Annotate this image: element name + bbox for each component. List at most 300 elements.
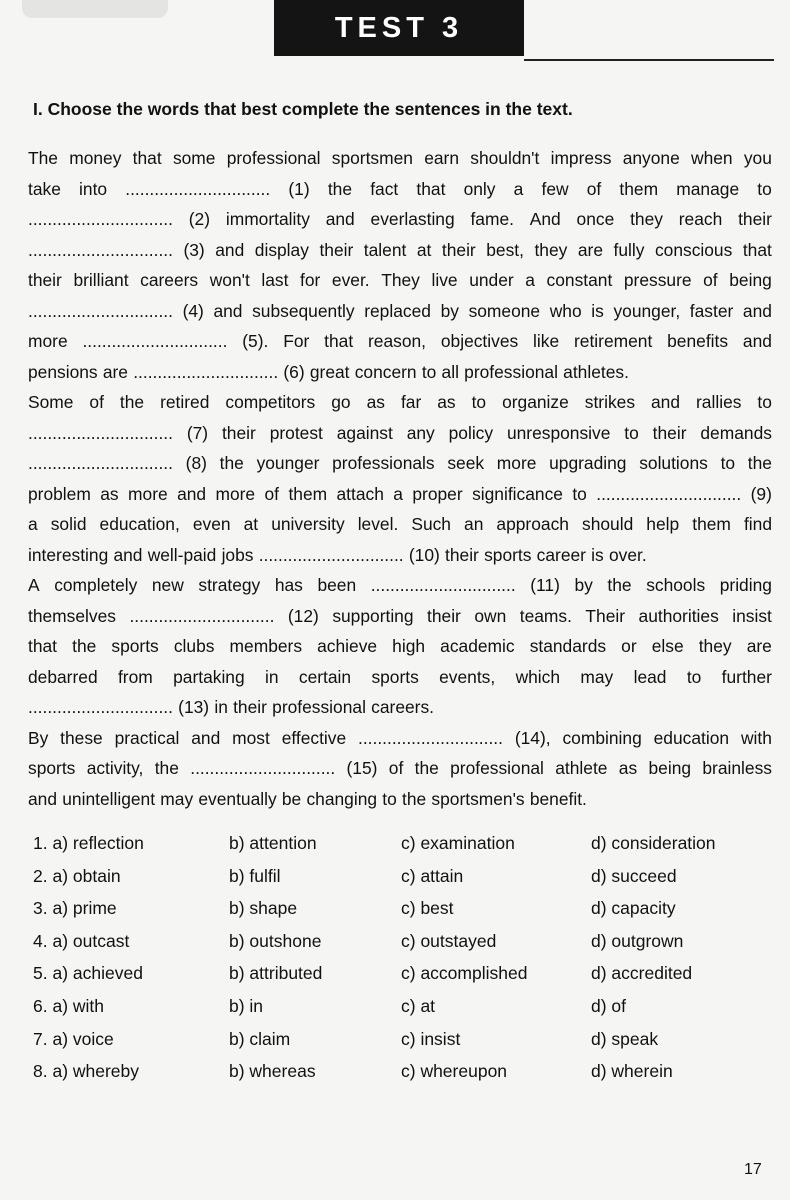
passage-word: benefits [667, 331, 729, 351]
passage-word: reason, [368, 331, 427, 351]
passage-word: be [281, 788, 302, 809]
passage-word: are [102, 361, 128, 382]
choice-option-d: d) outgrown [591, 930, 684, 951]
passage-word: even [192, 514, 231, 534]
choice-row [33, 862, 773, 895]
passage-line [28, 448, 772, 479]
passage-word: as [100, 483, 119, 504]
choice-option-d: d) accredited [591, 963, 693, 984]
corner-tab-decoration [22, 0, 168, 18]
passage-word: education, [99, 514, 180, 534]
passage-word: concern [354, 361, 417, 382]
choice-row [33, 829, 773, 862]
choice-option-a: 3. a) prime [33, 898, 117, 919]
passage-word: .............................. [133, 361, 279, 382]
passage-word: .............................. [28, 697, 173, 717]
passage-word: subsequently [252, 300, 355, 321]
passage-word: of [586, 178, 602, 199]
passage-word: are [577, 239, 603, 260]
passage-word: reach [678, 209, 723, 229]
choice-option-a: 4. a) outcast [33, 930, 130, 951]
passage-word: proper [412, 483, 463, 504]
passage-word: are [746, 636, 772, 656]
answer-choices [33, 829, 773, 1090]
choice-row [33, 1057, 773, 1090]
passage-line [28, 387, 772, 418]
choice-option-b: b) fulfil [229, 865, 281, 886]
passage-word: university [271, 514, 345, 534]
section-instruction: I. Choose the words that best complete the sentences in the text. [33, 99, 573, 119]
choice-option-a: 1. a) reflection [33, 833, 144, 853]
choice-row [33, 959, 773, 992]
passage-word: to [686, 666, 702, 687]
passage-word: their [738, 209, 772, 229]
passage-line [28, 357, 772, 388]
passage-word: effective [281, 727, 347, 748]
passage-word: these [60, 727, 103, 748]
passage-word: few [541, 178, 569, 199]
passage-word: best, [486, 239, 524, 260]
passage-word: further [721, 666, 772, 687]
passage-word: priding [719, 575, 772, 595]
passage-word: eventually [198, 788, 277, 809]
passage-line [28, 235, 772, 266]
choice-option-b: b) claim [229, 1028, 291, 1049]
passage-word: more [215, 483, 256, 504]
choice-option-b: b) in [229, 995, 264, 1016]
passage-word: last [261, 270, 289, 290]
passage-word: lead [633, 666, 667, 687]
passage-word: .............................. [28, 239, 173, 260]
passage-word: sports [484, 544, 532, 565]
passage-word: and [28, 788, 58, 809]
choice-option-d: d) succeed [591, 865, 677, 886]
passage-word: sportsmen [331, 148, 413, 168]
passage-word: solutions [639, 453, 708, 473]
passage-word: strikes [584, 392, 636, 412]
passage-word: unresponsive [506, 422, 611, 443]
choice-option-d: d) capacity [591, 898, 676, 919]
passage-word: Some [28, 392, 74, 412]
choice-option-b: b) attributed [229, 963, 323, 984]
passage-line [28, 326, 772, 357]
passage-word: and [325, 209, 355, 229]
passage-word: that [132, 148, 162, 168]
passage-line [28, 662, 772, 693]
passage-word: may [580, 666, 614, 687]
passage-word: impress [550, 148, 612, 168]
passage-line [28, 540, 772, 571]
passage-word: to [572, 483, 587, 504]
passage-word: clubs [173, 636, 215, 656]
passage-word: pressure [623, 270, 692, 290]
passage-word: They [381, 270, 420, 290]
passage-word: schools [646, 575, 706, 595]
choice-option-a: 2. a) obtain [33, 865, 121, 886]
passage-word: the [402, 788, 427, 809]
passage-word: with [740, 727, 772, 748]
passage-word: of [264, 483, 280, 504]
passage-word: shouldn't [470, 148, 540, 168]
passage-word: .............................. [28, 422, 173, 443]
passage-word: over. [608, 544, 647, 565]
passage-word: own [474, 605, 507, 626]
passage-word: their [441, 239, 476, 260]
passage-word: into [79, 178, 108, 199]
passage-word: younger, [613, 300, 681, 321]
passage-word: Their [585, 605, 626, 626]
passage-word: combining [562, 727, 642, 748]
passage-line [28, 143, 772, 174]
passage-word: interesting [28, 544, 109, 565]
passage-word: to [720, 453, 736, 473]
passage-word: protest [269, 422, 323, 443]
passage-word: academic [440, 636, 515, 656]
passage-word: certain [298, 666, 352, 687]
passage-word: policy [448, 422, 494, 443]
passage-word: benefit. [529, 788, 587, 809]
passage-word: (15) [346, 758, 378, 778]
passage-word: A [28, 575, 40, 595]
passage-word: any [406, 422, 435, 443]
passage-word: well-paid [147, 544, 217, 565]
passage-word: athletes. [563, 361, 629, 382]
passage-word: and [742, 300, 772, 321]
passage-word: attach [336, 483, 384, 504]
passage-word: their [233, 697, 267, 717]
passage-word: their [319, 239, 354, 260]
passage-word: practical [114, 727, 180, 748]
passage-word: someone [468, 300, 541, 321]
passage-word: professional [450, 758, 544, 778]
passage-word: (5). [242, 331, 269, 351]
passage-line [28, 204, 772, 235]
passage-word: which [515, 666, 561, 687]
passage-word: the [72, 636, 97, 656]
choice-option-d: d) consideration [591, 833, 716, 853]
passage-word: may [160, 788, 194, 809]
passage-word: immortality [225, 209, 310, 229]
passage-word: demands [700, 422, 772, 443]
passage-word: their [427, 605, 461, 626]
passage-word: being [648, 758, 692, 778]
passage-line [28, 753, 772, 784]
passage-word: that [416, 178, 446, 199]
passage-word: everlasting [370, 209, 455, 229]
passage-line [28, 601, 772, 632]
choice-option-c: c) attain [401, 865, 464, 886]
passage-word: fame. [470, 209, 514, 229]
passage-word: significance [472, 483, 563, 504]
passage-word: careers [140, 270, 199, 290]
passage-word: For [283, 331, 310, 351]
passage-word: strategy [198, 575, 261, 595]
passage-word: been [317, 575, 357, 595]
passage-word: standards [529, 636, 607, 656]
choice-option-b: b) whereas [229, 1061, 316, 1082]
passage-word: more [128, 483, 168, 504]
passage-word: the [414, 758, 439, 778]
passage-word: .............................. [28, 209, 173, 229]
passage-word: (6) [283, 361, 305, 382]
passage-word: of [703, 270, 718, 290]
passage-word: manage [676, 178, 740, 199]
passage-word: a [393, 483, 403, 504]
passage-word: jobs [221, 544, 254, 565]
passage-line [28, 174, 772, 205]
passage-word: anyone [622, 148, 680, 168]
passage-word: in [265, 666, 279, 687]
passage-line [28, 570, 772, 601]
test-title: TEST 3 [274, 0, 524, 56]
choice-option-c: c) whereupon [401, 1061, 508, 1082]
passage-line [28, 509, 772, 540]
passage-word: professional [226, 148, 321, 168]
passage-word: you [743, 148, 772, 168]
passage-word: faster [689, 300, 734, 321]
passage-word: completely [54, 575, 138, 595]
passage-word: they [534, 239, 568, 260]
passage-word: brainless [702, 758, 772, 778]
passage-word: (7) [186, 422, 209, 443]
passage-word: constant [546, 270, 613, 290]
choice-row [33, 894, 773, 927]
passage-word: is [591, 300, 604, 321]
passage-word: who [549, 300, 582, 321]
passage-line [28, 265, 772, 296]
choice-option-b: b) outshone [229, 930, 322, 951]
passage-word: to [624, 422, 639, 443]
page-number: 17 [744, 1161, 762, 1178]
passage-word: and [213, 300, 243, 321]
passage-word: all [441, 361, 459, 382]
passage-word: live [431, 270, 458, 290]
passage-word: seek [447, 453, 485, 473]
passage-word: money [69, 148, 122, 168]
passage-word: conscious [654, 239, 733, 260]
choice-row [33, 992, 773, 1025]
choice-option-c: c) accomplished [401, 963, 528, 984]
passage-word: that [324, 331, 354, 351]
passage-word: that [28, 636, 58, 656]
passage-word: professional [464, 361, 558, 382]
passage-word: their [221, 422, 256, 443]
passage-word: and [651, 392, 681, 412]
passage-word: The [28, 148, 58, 168]
passage-word: members [229, 636, 303, 656]
passage-word: career [536, 544, 586, 565]
passage-word: find [743, 514, 772, 534]
passage-word: level. [357, 514, 399, 534]
passage-line [28, 479, 772, 510]
passage-line [28, 784, 772, 815]
passage-word: them [288, 483, 328, 504]
passage-word: and [742, 331, 772, 351]
passage-word: partaking [173, 666, 245, 687]
passage-word: at [243, 514, 259, 534]
passage-word: themselves [28, 605, 116, 626]
passage-word: their [652, 422, 687, 443]
choice-option-a: 8. a) whereby [33, 1061, 140, 1082]
passage-word: of [89, 392, 104, 412]
passage-word: the [607, 575, 632, 595]
passage-word: education [653, 727, 730, 748]
passage-word: and [215, 239, 245, 260]
passage-word: approach [496, 514, 569, 534]
passage-word: help [646, 514, 680, 534]
passage-word: talent [363, 239, 407, 260]
passage-line [28, 692, 772, 723]
passage-word: professionals [332, 453, 435, 473]
passage-word: (4) [182, 300, 204, 321]
passage-word: their [445, 544, 479, 565]
passage-line [28, 296, 772, 327]
passage-word: go [331, 392, 351, 412]
passage-word: their [28, 270, 62, 290]
passage-word: sports [28, 758, 76, 778]
passage-word: in [214, 697, 228, 717]
choice-option-c: c) examination [401, 833, 515, 853]
passage-word: retirement [574, 331, 653, 351]
passage-word: take [28, 178, 61, 199]
passage-word: as [437, 392, 456, 412]
passage-word: that [742, 239, 772, 260]
passage-word: by [440, 300, 459, 321]
passage-word: far [400, 392, 422, 412]
passage-word: as [618, 758, 638, 778]
passage-word: activity, [86, 758, 144, 778]
passage-word: by [574, 575, 593, 595]
passage-word: athlete [555, 758, 608, 778]
passage-word: being [729, 270, 772, 290]
passage-word: teams. [519, 605, 572, 626]
choice-option-d: d) of [591, 995, 627, 1016]
passage-word: (3) [183, 239, 205, 260]
passage-word: replaced [364, 300, 431, 321]
passage-word: solid [50, 514, 87, 534]
choice-option-c: c) at [401, 995, 436, 1016]
passage-word: to [471, 392, 487, 412]
passage-word: like [533, 331, 560, 351]
passage-word: for [300, 270, 321, 290]
passage-word: events, [439, 666, 496, 687]
passage-word: .............................. [125, 178, 271, 199]
passage-word: sports [371, 666, 419, 687]
choice-row [33, 1025, 773, 1058]
choice-option-c: c) insist [401, 1028, 461, 1049]
passage-word: they [630, 209, 663, 229]
passage-word: against [336, 422, 393, 443]
passage-word: display [254, 239, 309, 260]
choice-option-d: d) speak [591, 1028, 659, 1049]
passage-word: most [232, 727, 270, 748]
passage-word: .............................. [82, 331, 228, 351]
passage-word: upgrading [549, 453, 627, 473]
passage-word: competitors [225, 392, 316, 412]
passage-word: authorities [638, 605, 719, 626]
passage-word: high [392, 636, 426, 656]
passage-word: them [692, 514, 731, 534]
passage-word: them [619, 178, 659, 199]
passage-word: .............................. [28, 453, 173, 473]
passage-word: of [388, 758, 404, 778]
passage-word: has [274, 575, 303, 595]
passage-word: (12) [287, 605, 319, 626]
passage-word: and [113, 544, 143, 565]
passage-word: supporting [332, 605, 414, 626]
passage-word: ever. [331, 270, 370, 290]
passage-line [28, 631, 772, 662]
passage-word: sportsmen's [431, 788, 525, 809]
passage-word: at [416, 239, 432, 260]
passage-word: from [117, 666, 153, 687]
passage-word: insist [732, 605, 772, 626]
passage-word: under [469, 270, 514, 290]
passage-word: only [463, 178, 496, 199]
passage-word: is [591, 544, 604, 565]
passage-word: the [327, 178, 353, 199]
choice-option-c: c) outstayed [401, 930, 497, 951]
passage-word: .............................. [596, 483, 742, 504]
passage-word: as [366, 392, 385, 412]
passage-word: .............................. [370, 575, 516, 595]
passage-word: (13) [178, 697, 210, 717]
passage-word: an [464, 514, 484, 534]
passage-word: once [576, 209, 615, 229]
passage-word: and [191, 727, 221, 748]
passage-word: .............................. [28, 300, 173, 321]
choice-option-b: b) shape [229, 898, 298, 919]
passage-word: fact [370, 178, 399, 199]
passage-word: the [154, 758, 179, 778]
passage-word: the [219, 453, 244, 473]
passage-word: to [421, 361, 437, 382]
passage-word: won't [209, 270, 250, 290]
passage-word: they [698, 636, 732, 656]
passage-word: unintelligent [62, 788, 156, 809]
passage-word: a [525, 270, 535, 290]
passage-word: By [28, 727, 49, 748]
passage-line [28, 418, 772, 449]
title-rule [524, 59, 774, 61]
passage-word: (1) [288, 178, 310, 199]
passage-word: more [496, 453, 537, 473]
passage-word: And [529, 209, 561, 229]
passage-word: pensions [28, 361, 98, 382]
choice-option-a: 7. a) voice [33, 1028, 114, 1049]
passage-word: to [382, 788, 397, 809]
passage-word: should [582, 514, 634, 534]
passage-word: (14), [514, 727, 551, 748]
passage-word: a [513, 178, 524, 199]
passage-word: else [651, 636, 684, 656]
passage-word: great [309, 361, 350, 382]
passage-word: achieve [317, 636, 378, 656]
passage-word: some [172, 148, 216, 168]
passage-word: careers. [371, 697, 434, 717]
passage-word: .............................. [258, 544, 404, 565]
passage-word: problem [28, 483, 91, 504]
passage-word: (10) [408, 544, 440, 565]
passage-word: (2) [188, 209, 211, 229]
passage-word: brilliant [73, 270, 129, 290]
passage-word: (11) [530, 575, 560, 595]
passage-word: and [177, 483, 207, 504]
passage-word: .............................. [358, 727, 503, 748]
passage-word: to [757, 392, 772, 412]
passage-word: .............................. [190, 758, 336, 778]
passage-word: the [119, 392, 145, 412]
